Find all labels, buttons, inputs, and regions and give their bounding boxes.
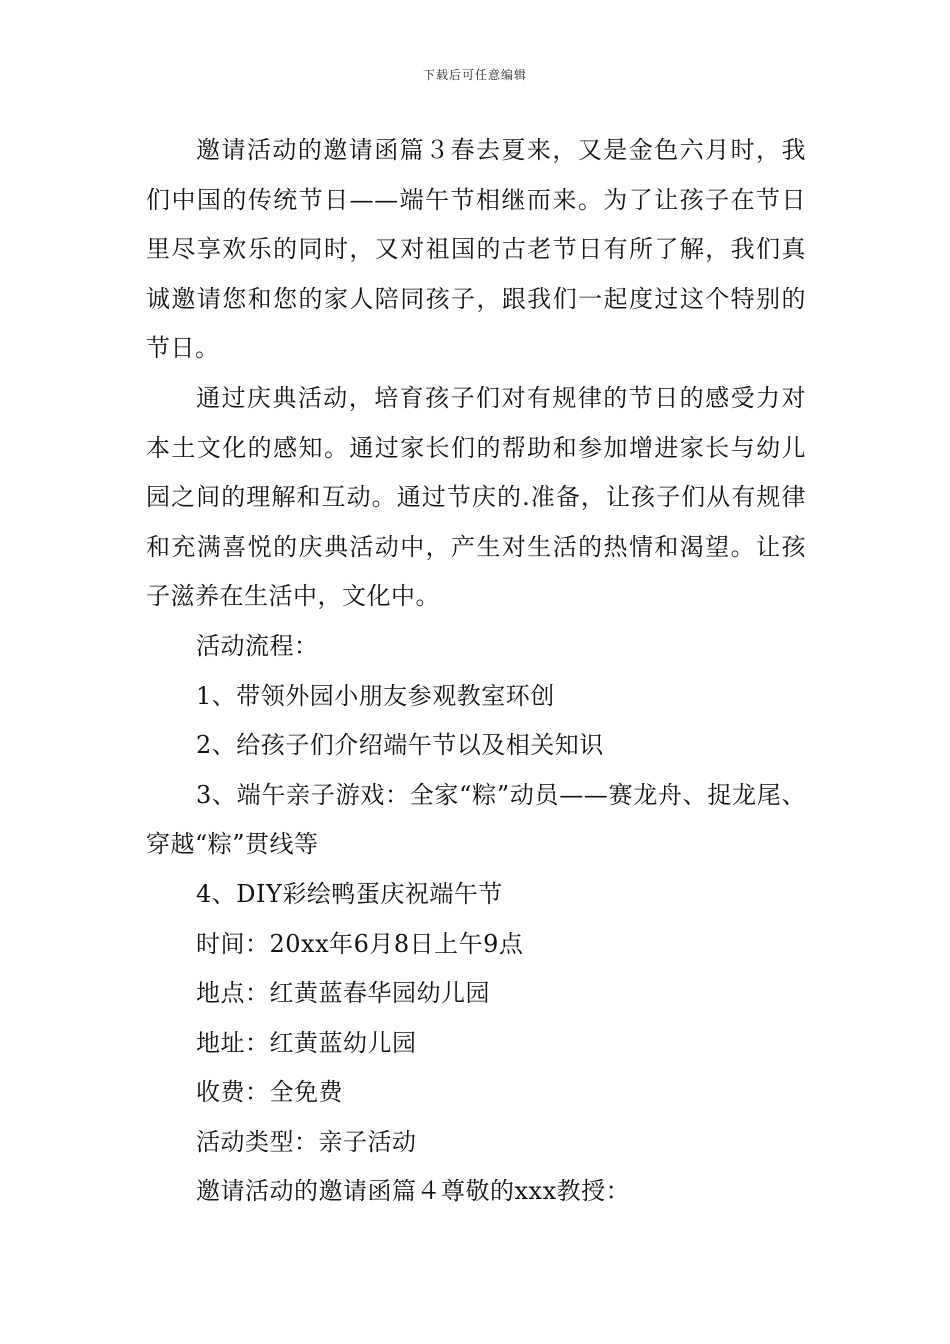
- event-fee: 收费：全免费: [196, 1078, 343, 1107]
- event-address: 地址：红黄蓝幼儿园: [196, 1028, 417, 1057]
- flow-item-4: 4、DIY彩绘鸭蛋庆祝端午节: [196, 879, 503, 908]
- paragraph-invitation-intro: 邀请活动的邀请函篇３春去夏来，又是金色六月时，我们中国的传统节日——端午节相继而来。为了让孩子在节日里尽享欢乐的同时，又对祖国的古老节日有所了解，我们真诚邀请您和您的家人陪同孩子，跟我们一起度过这个特别的节日。: [146, 136, 806, 363]
- document-body: [146, 126, 806, 1217]
- event-location: 地点：红黄蓝春华园幼儿园: [196, 979, 490, 1008]
- paragraph-activity-purpose: 通过庆典活动，培育孩子们对有规律的节日的感受力对本土文化的感知。通过家长们的帮助和参加增进家长与幼儿园之间的理解和互动。通过节庆的.准备，让孩子们从有规律和充满喜悦的庆典活动中，产生对生活的热情和渴望。让孩子滋养在生活中，文化中。: [146, 383, 806, 611]
- paragraph-invitation-4-opening: 邀请活动的邀请函篇４尊敬的xxx教授：: [196, 1177, 631, 1206]
- flow-item-1: 1、带领外园小朋友参观教室环创: [196, 681, 555, 710]
- header-note: 下载后可任意编辑: [422, 68, 527, 82]
- flow-item-3: 3、端午亲子游戏：全家“粽”动员——赛龙舟、捉龙尾、穿越“粽”贯线等: [146, 780, 806, 859]
- flow-item-2: 2、给孩子们介绍端午节以及相关知识: [196, 731, 604, 760]
- event-type: 活动类型：亲子活动: [196, 1127, 417, 1156]
- activity-flow-heading: 活动流程：: [196, 631, 319, 660]
- event-time: 时间：20xx年6月8日上午9点: [196, 929, 524, 958]
